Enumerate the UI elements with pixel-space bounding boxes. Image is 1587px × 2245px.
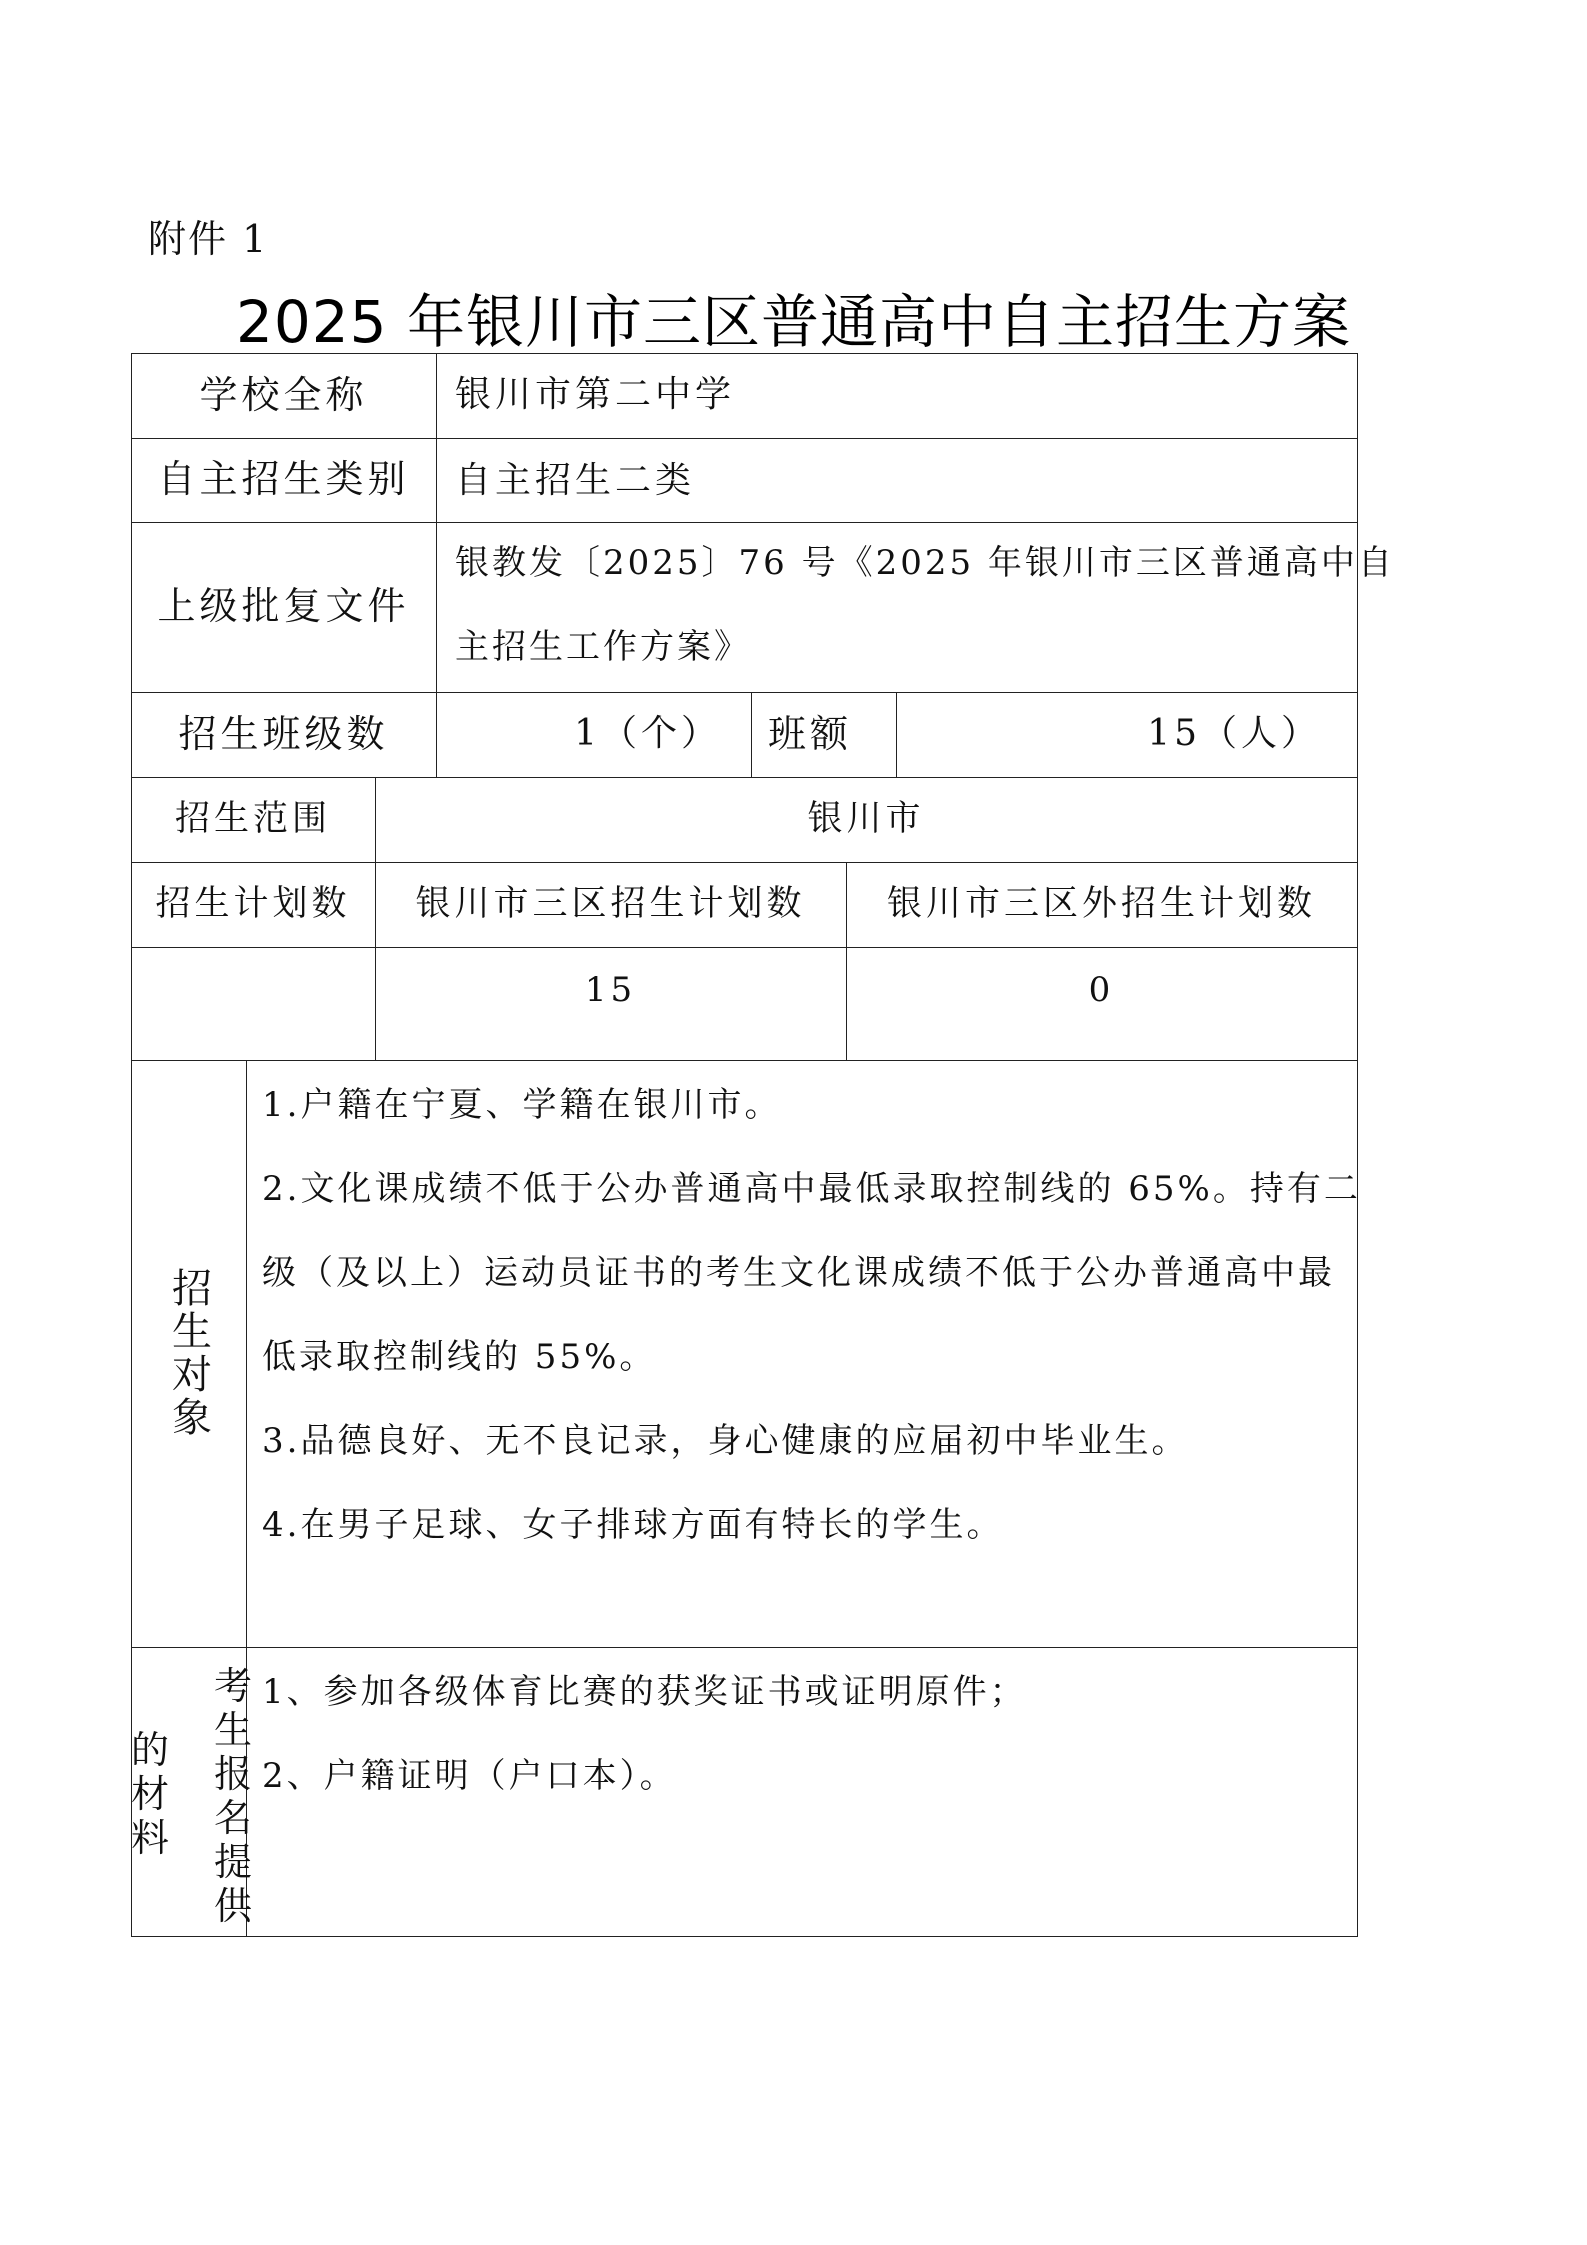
table-rule	[131, 438, 1358, 439]
class-count-value: 1（个）	[574, 713, 721, 754]
scope-label: 招生范围	[174, 799, 331, 839]
target-line: 级（及以上）运动员证书的考生文化课成绩不低于公办普通高中最	[262, 1253, 1335, 1293]
plan-inside-label: 银川市三区招生计划数	[415, 884, 806, 924]
table-rule	[131, 522, 1358, 523]
scope-value: 银川市	[807, 799, 925, 839]
materials-line: 2、户籍证明（户口本）。	[262, 1756, 677, 1796]
class-count-label: 招生班级数	[178, 712, 389, 756]
target-line: 低录取控制线的 55%。	[262, 1337, 657, 1377]
category-value: 自主招生二类	[455, 460, 696, 501]
plan-outside-label: 银川市三区外招生计划数	[886, 884, 1316, 924]
table-column-rule	[751, 692, 752, 777]
materials-label-column-a: 考生报名提供	[213, 1664, 252, 1928]
table-border-bottom	[131, 1936, 1358, 1937]
table-rule	[131, 1647, 1358, 1648]
target-line: 4.在男子足球、女子排球方面有特长的学生。	[262, 1505, 1004, 1545]
target-line: 3.品德良好、无不良记录，身心健康的应届初中毕业生。	[262, 1421, 1189, 1461]
plan-outside-value: 0	[1088, 970, 1115, 1010]
table-rule	[131, 947, 1358, 948]
school-name-label: 学校全称	[199, 373, 368, 417]
approval-line-1: 银教发〔2025〕76 号《2025 年银川市三区普通高中自	[455, 543, 1395, 583]
approval-line-2: 主招生工作方案》	[455, 627, 751, 667]
table-rule	[131, 777, 1358, 778]
target-list	[262, 1063, 1361, 1567]
attachment-label: 附件 1	[148, 217, 269, 261]
table-column-rule	[896, 692, 897, 777]
materials-line: 1、参加各级体育比赛的获奖证书或证明原件；	[262, 1672, 1027, 1712]
table-border-top	[131, 353, 1358, 354]
target-line: 1.户籍在宁夏、学籍在银川市。	[262, 1085, 782, 1125]
plan-inside-value: 15	[584, 970, 637, 1010]
table-rule	[131, 1060, 1358, 1061]
category-label: 自主招生类别	[157, 457, 410, 501]
document-title: 2025 年银川市三区普通高中自主招生方案	[235, 288, 1352, 356]
class-size-label: 班额	[768, 712, 853, 756]
table-rule	[131, 692, 1358, 693]
table-rule	[131, 862, 1358, 863]
plan-label: 招生计划数	[155, 884, 351, 924]
approval-label: 上级批复文件	[157, 584, 410, 628]
school-name-value: 银川市第二中学	[455, 374, 736, 415]
target-line: 2.文化课成绩不低于公办普通高中最低录取控制线的 65%。持有二	[262, 1169, 1361, 1209]
materials-list	[262, 1650, 1027, 1818]
class-size-value: 15（人）	[1147, 713, 1321, 754]
target-label: 招生对象	[172, 1266, 212, 1441]
table-column-rule	[436, 353, 437, 777]
materials-label-column-b: 的材料	[130, 1728, 169, 1860]
